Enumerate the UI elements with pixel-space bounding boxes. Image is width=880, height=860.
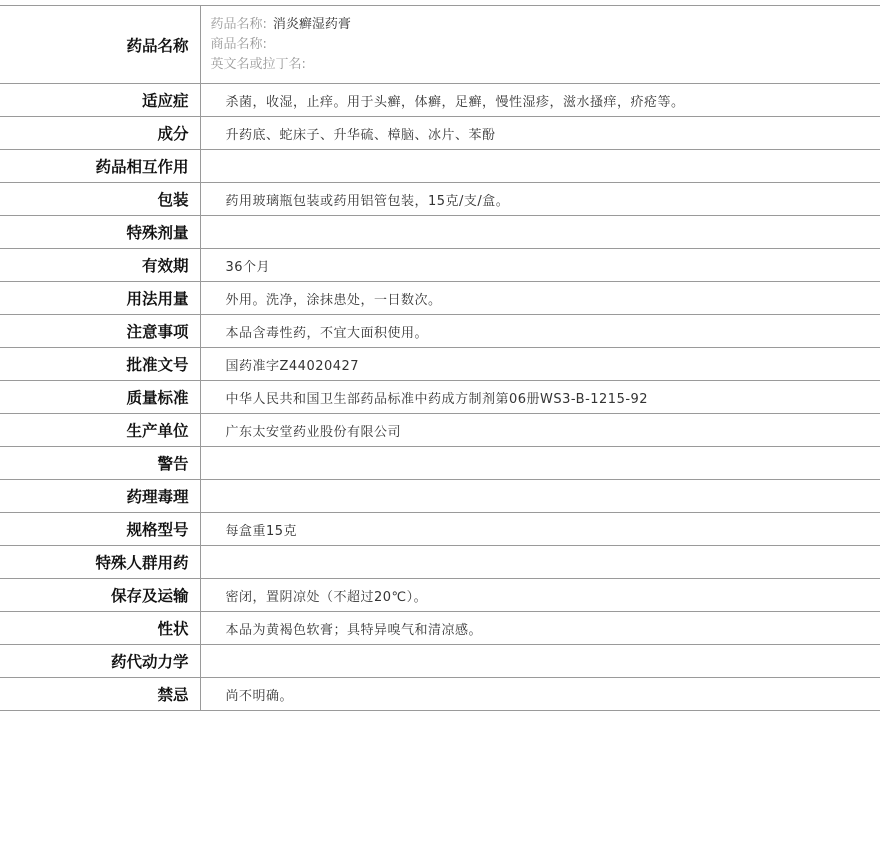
row-label: 警告 (0, 447, 200, 480)
row-value: 尚不明确。 (200, 678, 880, 711)
row-value: 中华人民共和国卫生部药品标准中药成方制剂第06册WS3-B-1215-92 (200, 381, 880, 414)
drug-name-value: 消炎癣湿药膏 (272, 16, 351, 32)
table-row-contraindications (0, 678, 880, 711)
table-row-shelf-life (0, 249, 880, 282)
table-row-quality-standard (0, 381, 880, 414)
drug-spec-table (0, 5, 880, 711)
row-label: 成分 (0, 117, 200, 150)
table-row-approval-number (0, 348, 880, 381)
drug-name-cell (200, 6, 880, 84)
table-row-ingredients (0, 117, 880, 150)
row-value (200, 480, 880, 513)
row-value: 药用玻璃瓶包装或药用铝管包装，15克/支/盒。 (200, 183, 880, 216)
row-label: 特殊剂量 (0, 216, 200, 249)
row-value: 本品为黄褐色软膏；具特异嗅气和清凉感。 (200, 612, 880, 645)
english-name-sublabel: 英文名或拉丁名: (210, 56, 306, 72)
table-row-usage (0, 282, 880, 315)
row-value: 外用。洗净，涂抹患处，一日数次。 (200, 282, 880, 315)
trade-name-sublabel: 商品名称: (210, 36, 267, 52)
row-label-drug-name: 药品名称 (0, 6, 200, 84)
row-label: 规格型号 (0, 513, 200, 546)
row-value (200, 150, 880, 183)
row-value: 广东太安堂药业股份有限公司 (200, 414, 880, 447)
table-row-manufacturer (0, 414, 880, 447)
row-value: 每盒重15克 (200, 513, 880, 546)
row-value (200, 447, 880, 480)
row-label: 性状 (0, 612, 200, 645)
drug-name-line (211, 15, 880, 35)
table-row-interactions (0, 150, 880, 183)
table-row-packaging (0, 183, 880, 216)
row-value: 升药底、蛇床子、升华硫、樟脑、冰片、苯酚 (200, 117, 880, 150)
table-row-precautions (0, 315, 880, 348)
row-label: 质量标准 (0, 381, 200, 414)
row-value: 本品含毒性药，不宜大面积使用。 (200, 315, 880, 348)
table-row-drug-name (0, 6, 880, 84)
table-row-warning (0, 447, 880, 480)
row-label: 注意事项 (0, 315, 200, 348)
english-name-line (211, 55, 880, 75)
row-label: 特殊人群用药 (0, 546, 200, 579)
row-label: 用法用量 (0, 282, 200, 315)
table-row-pharmacokinetics (0, 645, 880, 678)
table-row-indications (0, 84, 880, 117)
row-value: 36个月 (200, 249, 880, 282)
row-label: 生产单位 (0, 414, 200, 447)
row-label: 禁忌 (0, 678, 200, 711)
table-row-pharmacology (0, 480, 880, 513)
table-row-special-populations (0, 546, 880, 579)
table-row-specification (0, 513, 880, 546)
row-value: 杀菌，收湿，止痒。用于头癣，体癣，足癣，慢性湿疹，滋水搔痒，疥疮等。 (200, 84, 880, 117)
row-value (200, 216, 880, 249)
row-label: 适应症 (0, 84, 200, 117)
row-value: 国药准字Z44020427 (200, 348, 880, 381)
row-label: 药代动力学 (0, 645, 200, 678)
row-label: 有效期 (0, 249, 200, 282)
table-row-description (0, 612, 880, 645)
row-label: 药品相互作用 (0, 150, 200, 183)
row-label: 包装 (0, 183, 200, 216)
row-value (200, 645, 880, 678)
table-row-storage (0, 579, 880, 612)
row-label: 药理毒理 (0, 480, 200, 513)
row-value: 密闭，置阴凉处（不超过20℃）。 (200, 579, 880, 612)
row-label: 保存及运输 (0, 579, 200, 612)
row-value (200, 546, 880, 579)
table-row-special-dosage (0, 216, 880, 249)
trade-name-line (211, 35, 880, 55)
drug-name-sublabel: 药品名称: (210, 16, 267, 32)
row-label: 批准文号 (0, 348, 200, 381)
